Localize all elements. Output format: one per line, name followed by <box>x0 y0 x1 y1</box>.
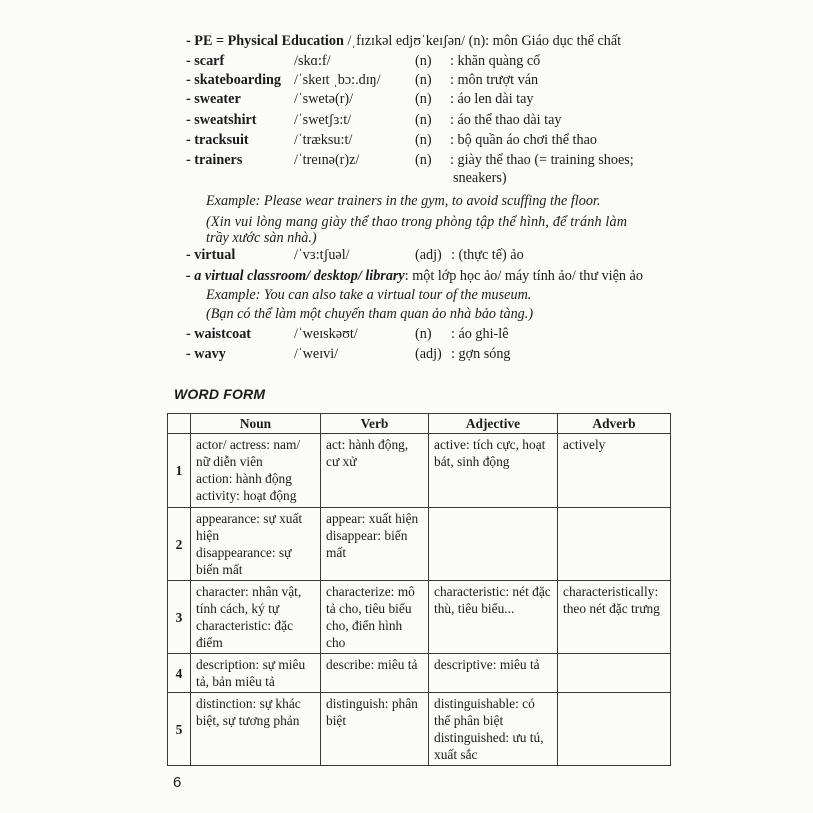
noun-form: disappearance: sự biến mất <box>196 545 292 577</box>
noun-form: appearance: sự xuất hiện <box>196 511 303 543</box>
table-row <box>168 508 671 581</box>
vocab-phrase-term: - a virtual classroom/ desktop/ library <box>186 268 405 284</box>
row-number: 5 <box>168 693 191 766</box>
table-row <box>168 434 671 508</box>
noun-form: actor/ actress: nam/ nữ diễn viên <box>196 437 301 469</box>
vocab-entry <box>186 71 666 90</box>
cell-adjective <box>429 581 558 654</box>
verb-form: characterize: mô tả cho, tiêu biểu cho, điển hình cho <box>326 584 415 650</box>
vocab-entry <box>186 90 666 109</box>
vocab-word: - trainers <box>186 152 243 168</box>
page-number: 6 <box>173 774 182 791</box>
verb-form: act: hành động, cư xử <box>326 437 409 469</box>
vocab-pos: (adj) <box>415 346 442 362</box>
cell-adjective <box>429 434 558 508</box>
vocab-ipa: /ˈswetʃɜ:t/ <box>294 112 352 128</box>
adverb-form: characteristically: theo nét đặc trưng <box>563 584 660 616</box>
vocab-meaning: : áo ghi-lê <box>451 326 509 342</box>
vocab-entry <box>186 131 666 150</box>
cell-verb <box>321 581 429 654</box>
cell-verb <box>321 654 429 693</box>
vocab-pos: (n) <box>415 112 432 128</box>
header-noun: Noun <box>191 414 321 434</box>
vocab-pos: (n) <box>415 132 432 148</box>
example-translation: (Xin vui lòng mang giày thể thao trong phòng tập thể hình, để tránh làm <box>206 214 628 230</box>
vocab-ipa: /ˈtreɪnə(r)z/ <box>294 152 360 168</box>
adjective-form: distinguishable: có thể phân biệt <box>434 696 535 728</box>
adjective-form: distinguished: ưu tú, xuất sắc <box>434 730 544 762</box>
vocab-pos: (n) <box>415 53 432 69</box>
header-adverb: Adverb <box>558 414 671 434</box>
verb-form: appear: xuất hiện <box>326 511 419 526</box>
vocab-entry-virtual <box>186 246 666 265</box>
noun-form: distinction: sự khác biệt, sự tương phản <box>196 696 301 728</box>
row-number: 3 <box>168 581 191 654</box>
vocab-word: - scarf <box>186 53 225 69</box>
vocab-meaning: : áo len dài tay <box>450 91 534 107</box>
cell-noun <box>191 693 321 766</box>
vocab-word: - tracksuit <box>186 132 249 148</box>
vocab-entry <box>186 111 666 130</box>
table-row <box>168 693 671 766</box>
cell-adjective <box>429 693 558 766</box>
cell-noun <box>191 581 321 654</box>
vocab-definition: /ˌfɪzɪkəl edjʊˈkeɪʃən/ (n): môn Giáo dục thể chất <box>343 33 622 49</box>
noun-form: activity: hoạt động <box>196 488 297 503</box>
vocab-word: - skateboarding <box>186 72 281 88</box>
row-number: 4 <box>168 654 191 693</box>
cell-noun <box>191 508 321 581</box>
noun-form: description: sự miêu tả, bản miêu tả <box>196 657 306 689</box>
vocab-pos: (n) <box>415 152 432 168</box>
table-row <box>168 654 671 693</box>
vocab-ipa: /ˈtræksu:t/ <box>294 132 353 148</box>
cell-verb <box>321 434 429 508</box>
vocab-pos: (n) <box>415 326 432 342</box>
cell-noun <box>191 434 321 508</box>
cell-adverb <box>558 693 671 766</box>
cell-adjective <box>429 654 558 693</box>
vocab-meaning: : gợn sóng <box>451 346 511 362</box>
adjective-form: descriptive: miêu tả <box>434 657 540 672</box>
cell-verb <box>321 693 429 766</box>
example-translation-cont: trầy xước sàn nhà.) <box>206 230 317 246</box>
header-verb: Verb <box>321 414 429 434</box>
cell-adverb <box>558 654 671 693</box>
adjective-form: characteristic: nét đặc thù, tiêu biểu... <box>434 584 551 616</box>
vocab-entry <box>186 345 666 364</box>
vocab-meaning: : khăn quàng cổ <box>450 53 541 69</box>
vocab-word: - waistcoat <box>186 326 252 342</box>
cell-adverb <box>558 581 671 654</box>
vocab-phrase-definition: : một lớp học ảo/ máy tính ảo/ thư viện ảo <box>404 268 643 284</box>
header-number <box>168 414 191 434</box>
adverb-form: actively <box>563 437 606 452</box>
vocab-ipa: /skɑ:f/ <box>294 53 331 69</box>
vocab-meaning: : áo thể thao dài tay <box>450 112 562 128</box>
vocab-pos: (n) <box>415 72 432 88</box>
vocab-word: - sweatshirt <box>186 112 257 128</box>
section-title-word-form: WORD FORM <box>174 386 266 402</box>
vocab-meaning: : bộ quần áo chơi thể thao <box>450 132 597 148</box>
adjective-form: active: tích cực, hoạt bát, sinh động <box>434 437 546 469</box>
vocab-ipa: /ˈskeɪt ˌbɔ:.dɪŋ/ <box>294 72 381 88</box>
vocab-word: - virtual <box>186 247 236 263</box>
noun-form: character: nhân vật, tính cách, ký tự <box>196 584 302 616</box>
vocab-ipa: /ˈvɜ:tʃuəl/ <box>294 247 350 263</box>
vocab-term: - PE = Physical Education <box>186 33 344 49</box>
example-sentence: Example: Please wear trainers in the gym, to avoid scuffing the floor. <box>206 193 601 209</box>
example-translation: (Bạn có thể làm một chuyến tham quan ảo nhà bảo tàng.) <box>206 306 534 322</box>
noun-form: characteristic: đặc điểm <box>196 618 294 650</box>
vocab-word: - wavy <box>186 346 226 362</box>
vocab-pos: (adj) <box>415 247 442 263</box>
vocab-entry <box>186 325 666 344</box>
vocab-meaning: : (thực tế) ảo <box>451 247 524 263</box>
verb-form: disappear: biến mất <box>326 528 408 560</box>
vocab-phrase <box>186 267 643 286</box>
vocab-pos: (n) <box>415 91 432 107</box>
vocab-ipa: /ˈweɪvi/ <box>294 346 339 362</box>
cell-adverb <box>558 434 671 508</box>
vocab-meaning: : giày thể thao (= training shoes; <box>450 152 634 168</box>
vocab-meaning: : môn trượt ván <box>450 72 539 88</box>
cell-adjective <box>429 508 558 581</box>
cell-adverb <box>558 508 671 581</box>
word-form-table <box>167 413 671 766</box>
verb-form: distinguish: phân biệt <box>326 696 418 728</box>
table-row <box>168 581 671 654</box>
row-number: 2 <box>168 508 191 581</box>
vocab-ipa: /ˈswetə(r)/ <box>294 91 354 107</box>
vocab-meaning-continuation: sneakers) <box>453 170 507 186</box>
noun-form: action: hành động <box>196 471 292 486</box>
cell-verb <box>321 508 429 581</box>
vocab-entry <box>186 52 666 71</box>
verb-form: describe: miêu tả <box>326 657 418 672</box>
vocab-word: - sweater <box>186 91 241 107</box>
header-adjective: Adjective <box>429 414 558 434</box>
row-number: 1 <box>168 434 191 508</box>
vocab-entry-pe <box>186 32 621 51</box>
cell-noun <box>191 654 321 693</box>
vocab-ipa: /ˈweɪskəʊt/ <box>294 326 358 342</box>
example-sentence: Example: You can also take a virtual tour of the museum. <box>206 287 532 303</box>
vocab-entry <box>186 151 666 170</box>
table-header-row <box>168 414 671 434</box>
